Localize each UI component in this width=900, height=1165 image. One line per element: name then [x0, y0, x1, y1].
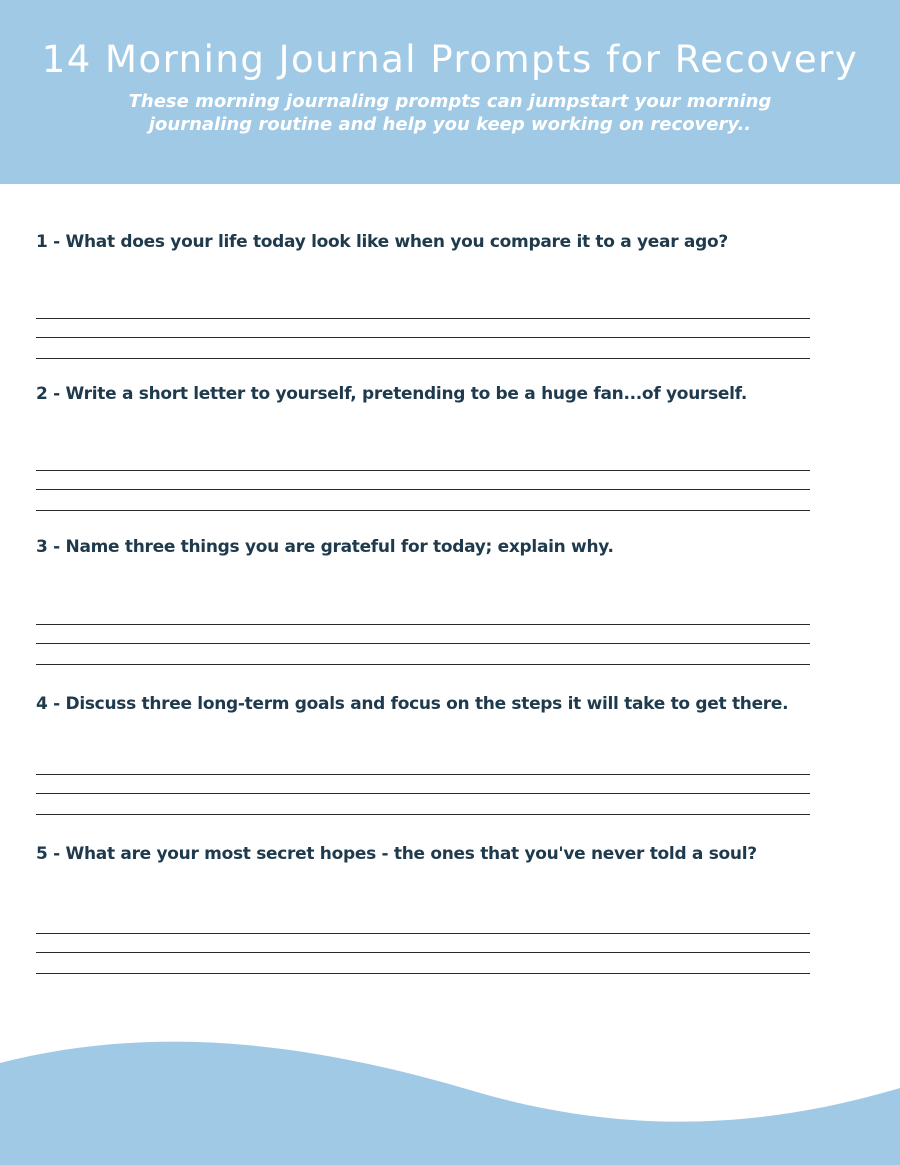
answer-line[interactable] [36, 973, 810, 974]
prompt-item-2 [36, 383, 866, 405]
prompt-item-1 [36, 231, 866, 253]
prompt-question: 1 - What does your life today look like when you compare it to a year ago? [36, 232, 728, 252]
answer-line[interactable] [36, 337, 810, 338]
prompt-question: 3 - Name three things you are grateful for today; explain why. [36, 537, 614, 557]
prompt-question: 5 - What are your most secret hopes - the ones that you've never told a soul? [36, 844, 757, 864]
prompt-item-4 [36, 693, 866, 715]
prompt-item-5 [36, 843, 866, 865]
answer-line[interactable] [36, 814, 810, 815]
answer-line[interactable] [36, 664, 810, 665]
prompt-item-3 [36, 536, 866, 558]
answer-line[interactable] [36, 952, 810, 953]
prompt-question: 4 - Discuss three long-term goals and focus on the steps it will take to get there. [36, 694, 789, 714]
footer-wave [0, 1020, 900, 1165]
answer-line[interactable] [36, 793, 810, 794]
answer-line[interactable] [36, 489, 810, 490]
answer-line[interactable] [36, 933, 810, 934]
answer-line[interactable] [36, 624, 810, 625]
answer-line[interactable] [36, 774, 810, 775]
answer-line[interactable] [36, 470, 810, 471]
answer-line[interactable] [36, 510, 810, 511]
answer-line[interactable] [36, 318, 810, 319]
page-title: 14 Morning Journal Prompts for Recovery [41, 38, 859, 81]
prompt-question: 2 - Write a short letter to yourself, pretending to be a huge fan...of yourself. [36, 384, 747, 404]
answer-line[interactable] [36, 358, 810, 359]
page-subtitle: These morning journaling prompts can jumpstart your morning journaling routine and help you keep working on recovery.. [128, 91, 772, 135]
answer-line[interactable] [36, 643, 810, 644]
